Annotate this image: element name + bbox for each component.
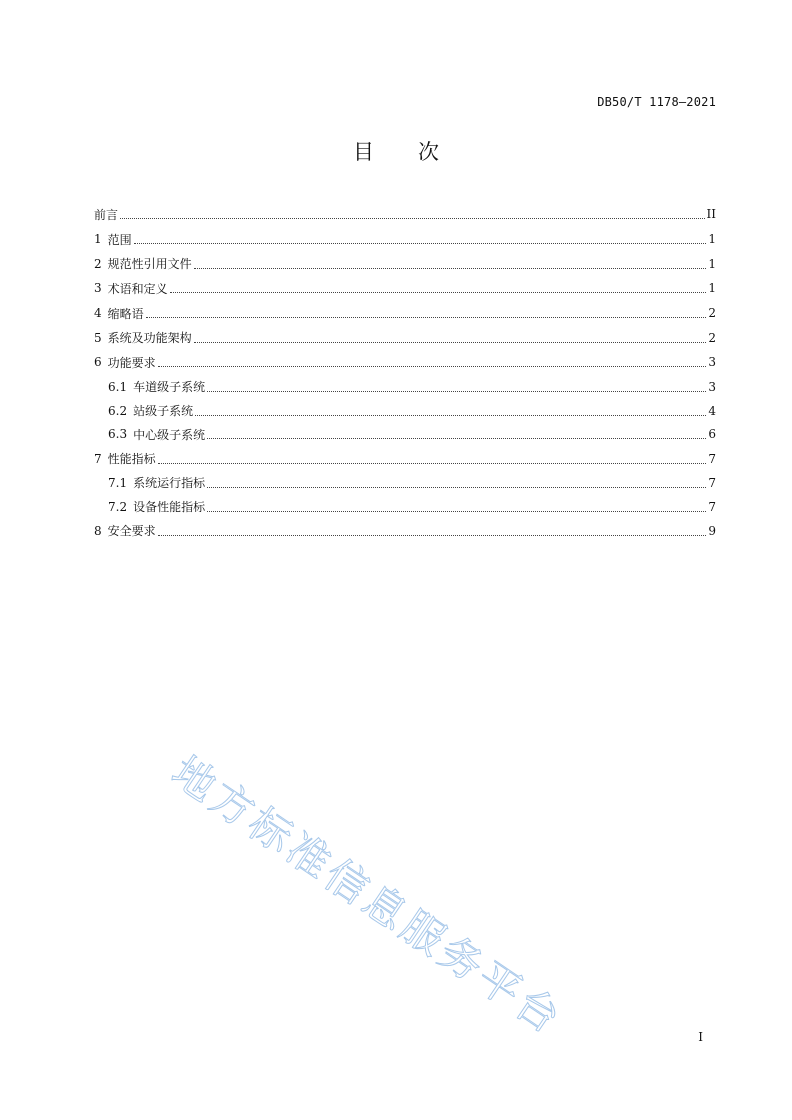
dot-leader [158,365,706,367]
dot-leader [158,462,706,464]
toc-entry-title: 设备性能指标 [133,500,206,515]
toc-entry[interactable] [94,325,716,350]
toc-entry[interactable] [94,301,716,326]
dot-leader [207,437,706,439]
dot-leader [207,486,706,488]
toc-entry[interactable] [94,471,716,495]
toc-entry-title: 系统运行指标 [133,476,206,491]
document-code: DB50/T 1178—2021 [597,95,716,109]
toc-entry-number: 5 [94,330,102,345]
toc-entry-title: 规范性引用文件 [107,257,192,272]
toc-entry-page: 7 [708,451,716,466]
dot-leader [120,217,705,219]
dot-leader [207,390,706,392]
toc-entry-title: 术语和定义 [107,281,168,296]
toc-entry-page: 9 [708,523,716,538]
toc-entry-page: 7 [708,475,716,490]
toc-entry[interactable] [94,251,716,276]
toc-entry-page: 3 [708,355,716,370]
toc-entry[interactable] [94,202,716,227]
toc-entry-number: 3 [94,281,102,296]
dot-leader [170,291,706,293]
toc-entry-title: 性能指标 [107,452,156,467]
dot-leader [146,316,706,318]
toc-entry[interactable] [94,375,716,399]
toc-entry-number: 4 [94,306,102,321]
watermark: 地方标准信息服务平台 [163,746,572,1045]
toc-entry-number: 2 [94,256,102,271]
toc-entry[interactable] [94,495,716,519]
toc-entry-page: 3 [708,379,716,394]
table-of-contents [94,202,716,543]
toc-entry[interactable] [94,399,716,423]
toc-entry-number: 6.2 [108,403,128,418]
dot-leader [158,534,706,536]
toc-entry-page: 7 [708,499,716,514]
toc-entry[interactable] [94,518,716,543]
toc-entry-page: 6 [708,427,716,442]
toc-title: 目次 [353,140,483,164]
toc-entry[interactable] [94,350,716,375]
toc-entry-page: 2 [708,330,716,345]
toc-entry-title: 范围 [107,232,132,247]
toc-entry-page: 1 [708,232,716,247]
toc-entry-title: 车道级子系统 [133,380,206,395]
toc-entry-title: 中心级子系统 [133,427,206,442]
toc-entry[interactable] [94,227,716,252]
toc-entry-title: 站级子系统 [133,404,194,418]
dot-leader [195,414,706,416]
dot-leader [194,267,706,269]
toc-entry-number: 8 [94,523,102,538]
toc-entry-title: 安全要求 [107,524,156,539]
toc-entry-page: 1 [708,281,716,296]
toc-entry-page: 1 [708,256,716,271]
toc-entry-page: 4 [708,403,716,418]
toc-entry-number: 7.2 [108,499,128,514]
toc-entry-title: 前言 [94,207,119,222]
toc-entry-title: 缩略语 [107,306,144,321]
toc-entry[interactable] [94,276,716,301]
toc-entry[interactable] [94,422,716,446]
dot-leader [207,510,706,512]
page-number: I [698,1030,703,1044]
toc-entry-number: 7 [94,451,102,466]
toc-entry-number: 1 [94,232,102,247]
toc-entry[interactable] [94,446,716,471]
dot-leader [134,242,706,244]
toc-entry-number: 7.1 [108,475,128,490]
toc-entry-title: 功能要求 [107,355,156,370]
toc-entry-number: 6 [94,355,102,370]
toc-entry-number: 6.3 [108,427,128,442]
dot-leader [194,341,706,343]
toc-entry-page: II [706,207,716,222]
toc-entry-title: 系统及功能架构 [107,331,192,346]
toc-entry-number: 6.1 [108,379,128,394]
toc-entry-page: 2 [708,306,716,321]
